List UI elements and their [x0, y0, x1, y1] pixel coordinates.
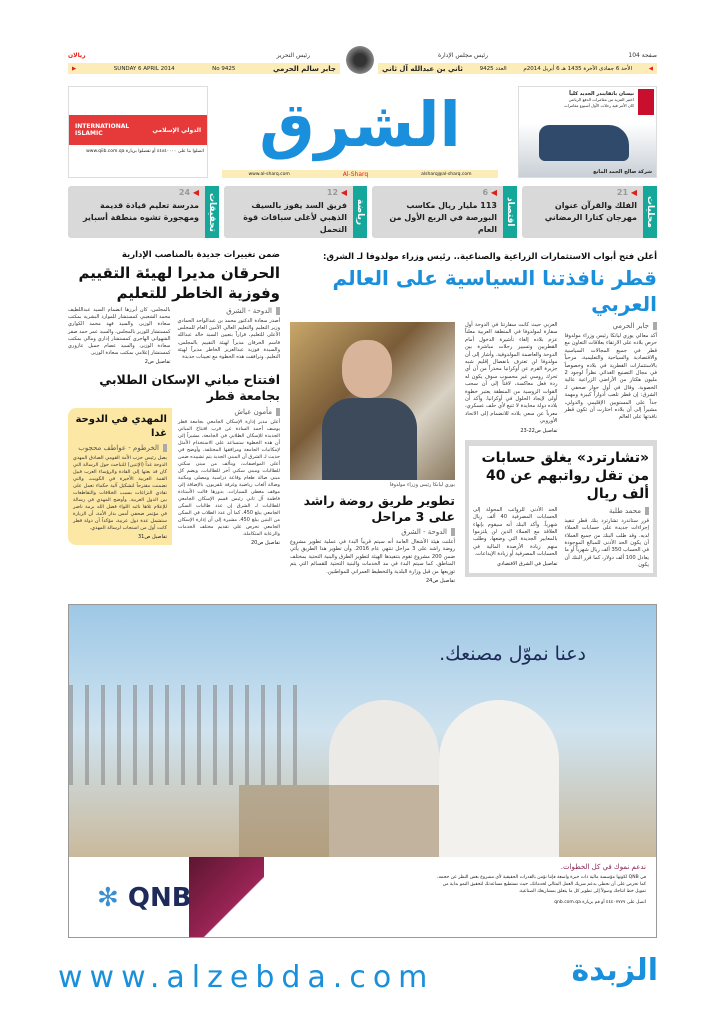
nissan-line1: اختبر المزيد من مغامرات الدفع الرباعي [568, 97, 634, 102]
housing-body: أعلن مدير إدارة الإسكان الجامعي بجامعة قطر يوسف أحمد السادة عن قرب افتتاح المباني الجديدة للإسكان الطلابي في الجامعة، مشيراً إلى أن هذه الخطوة ستساعد على الاستخدام الأمثل لإمكانيات الجامعة ومرافقها المختلفة. وأوضح في حديث لـ الشرق أن المبنى الجديد يتم تشييده ضمن أعلى المواصفات، ويتألف من مبنى سكني للطالبات ومبنى سكني آخر للطالبات، ويضم كل مبنى صالة طعام وقاعة دراسية ومصلى ومكتبة وصالة ألعاب رياضية وغرفة تلفزيون، بالإضافة إلى موقف مغطى للسيارات. بدورها قالت الأستاذة فاطمة آل ثاني رئيس قسم الإسكان الجامعي للطالبات لـ الشرق إن عدد طالبات السكن الجامعي يبلغ 450، كما أن عدد الطلاب في السكن من البنين يبلغ 450، مشيرة إلى أن إدارة الإسكان الجامعي تحرص على تقديم مختلف الخدمات والرعاية المتكاملة. [178, 419, 280, 538]
calligraphy-seal-icon [346, 46, 374, 74]
qnb-body: في QNB لكونها مؤسسة مالية ذات خبرة واسعة فإننا نؤمن بالقدرات الحقيقية لأي مشروع بغض النظر عن حجمه، كما نحرص على أن نحظى بدعم شريك العمل المثالي لخدماتك، حيث نستطيع مساعدتك لتحقيق النمو بداية من تمويل خط انتاجك وصولاً إلى تطوير كل ما يتعلق بمشاريعك الصناعية. [437, 875, 646, 894]
logo-latin: Al-Sharq [342, 170, 369, 178]
qnb-sub-title: ندعم نموك في كل الخطوات. [560, 863, 646, 871]
qnb-text-block [436, 863, 646, 905]
qiib-ar: الدولي الإسلامي [152, 126, 201, 134]
qnb-slogan: دعنا نموّل مصنعك. [439, 643, 586, 665]
editor-title: رئيس التحرير [276, 52, 310, 59]
qiib-contact: اتصلوا بنا على ٤٤٨٤٠٠٠٠ أو تفضلوا بزيارة www.qiib.com.qa [86, 149, 204, 154]
mahdi-body: يصل رئيس حزب الأمة القومي الصادق المهدي الدوحة غداً (الإثنين) للتباحث حول الرسالة التي كان قد بعثها إلى القادة والرؤساء العرب قبيل القمة العربية الأخيرة في الكويت، والتي تضمنت مقترحاً لتشكيل آلية حكماء تعمل على تفادي النزاعات بسبب الخلافات والتقاطعات بين الدول العربية. وأوضح المهدي في رسالة للإعلام تلاها نائبه اللواء فضل الله برمة ناصر في مؤتمر صحفي أمس بدار الأمة، أن الزيارة ستشمل عدة دول عربية، مؤكداً أن دولة قطر كانت أول من استجاب لرسالة المهدي. [73, 455, 167, 532]
housing-headline: افتتاح مباني الإسكان الطلابي بجامعة قطر [99, 372, 280, 404]
issue-en: No 9425 [212, 65, 236, 72]
nissan-logo-icon [638, 89, 654, 115]
qnb-contact: اتصل على ٤٤٤٠٧٧٧٧ أو قم بزيارة qnb.com.qa [554, 900, 646, 905]
road-headline: تطوير طريق روضة راشد على 3 مراحل [303, 493, 455, 524]
lead-more-link[interactable]: تفاصيل ص22-23 [520, 427, 558, 434]
logo-text: الشرق [259, 88, 461, 161]
teaser-headline: مدرسة تعليم قيادة قديمة ومهجورة تشوه منطقة أسباير [82, 201, 199, 222]
teaser-section: رياضة [353, 186, 367, 238]
teaser-headline: فريق السد يفوز بالسيف الذهبي لأغلى سباقات قوة التحمل [243, 201, 347, 234]
teaser-economy[interactable] [372, 186, 517, 238]
teaser-local[interactable] [522, 186, 657, 238]
tashartered-box [465, 440, 657, 577]
hijri-date: الأحد 6 جمادى الآخرة 1435 هـ 6 أبريل 2014م [523, 65, 633, 72]
teaser-section: اقتصاد [503, 186, 517, 238]
lead-body-1: أكد معالي يوري ليانكا رئيس وزراء مولدوفا حرص بلاده على الارتقاء بعلاقات التعاون مع قطر في جميع المجالات السياسية والاقتصادية والسياحية والتعليمية، مرحباً بالاستثمارات القطرية في بلاده وخصوصاً في مجال التصنيع الغذائي نظراً لوجود 2 مليون هكتار من الأراضي الزراعية عالية الخصوبة. وقال في أول حوار صحفي لـ الشرق: إن قطر تلعب أدواراً كبيرة ومهمة جداً على المستويين الإقليمي والدولي، مشيراً إلى أن بلاده اختارت أن تكون قطر نافذتها على العالم [564, 333, 657, 421]
road-byline: الدوحة - الشرق [290, 528, 455, 536]
photo-caption: يوري ليانكا رئيس وزراء مولدوفا [389, 482, 455, 488]
lead-headline: قطر نافذتنا السياسية على العالم العربي [332, 266, 657, 316]
road-more-link[interactable]: تفاصيل ص24 [426, 578, 455, 585]
teaser-investigations[interactable] [68, 186, 219, 238]
teaser-page: 12 ◀ [327, 188, 347, 197]
chairman-title: رئيس مجلس الإدارة [437, 52, 488, 59]
qnb-logo [97, 883, 192, 913]
tashartered-more-link[interactable]: تفاصيل في الشرق الاقتصادي [497, 560, 558, 567]
qnb-ad[interactable] [68, 604, 657, 938]
nissan-title: نيسان باثفايندر الجديد كلياً [569, 91, 634, 97]
housing-byline: مأمون عياش [178, 408, 280, 416]
arrow-icon: ◀ [648, 65, 653, 72]
qiib-ad[interactable] [68, 86, 208, 178]
qnb-brand: QNB [127, 883, 192, 913]
email: alsharq@al-sharq.com [421, 171, 472, 177]
nissan-dealer: شركة صالح الحمد المانع [593, 169, 652, 175]
footer-brand-logo: الزبدة [571, 953, 658, 988]
qnb-star-icon: ✻ [97, 883, 119, 913]
nissan-ad[interactable] [518, 86, 657, 178]
teaser-page: 6 ◀ [482, 188, 497, 197]
appointments-more-link[interactable]: تفاصيل ص2 [144, 359, 171, 366]
lead-text-column [465, 322, 657, 577]
teaser-headline: 113 مليار ريال مكاسب البورصة في الربع الأول من العام [389, 201, 497, 234]
teaser-section: تحقيقات [205, 186, 219, 238]
price-label: ريالان [68, 52, 86, 59]
car-image [539, 125, 629, 161]
header-bar-right [378, 63, 657, 74]
appointments-body-1: أصدر سعادة الدكتور محمد بن عبدالواحد الحمادي وزير التعليم والتعليم العالي الأمين العام للمجلس الأعلى للتعليم، قراراً بتعيين السيد خالد عبدالله قاسم الحرقان مديراً لهيئة التقييم بالمجلس، والسيدة فوزية عبدالعزيز الخاطر مديراً لهيئة التعليم. وترافقت هذه الخطوة مع تعيينات جديدة [177, 318, 280, 361]
editor-name: جابر سالم الحرمي [272, 64, 336, 73]
masthead-logo [222, 82, 498, 178]
photo-column [290, 322, 455, 584]
tashartered-headline: «تشارترد» يغلق حسابات من تقل رواتبهم عن 40 ألف ريال [481, 449, 649, 502]
mahdi-more-link[interactable]: تفاصيل ص31 [138, 534, 167, 541]
tashartered-body-1: قرر ستاندرد تشارترد بنك قطر تنفيذ إجراءات جديدة على حسابات العملاء لديه. وقد طلب البنك من جميع العملاء أن يكون الحد الأدنى للمبالغ الموجودة في الحساب 350 ألف ريال شهرياً أو ما يعادل 100 ألف دولار، كما قرر البنك أن يكون [564, 517, 649, 569]
nissan-line2: كان الأمر فيه رحلات الأول أسبوع مغامرات [563, 103, 634, 108]
mahdi-headline: المهدي في الدوحة غدا [75, 414, 167, 440]
lead-body-2: العربي حيث كانت سفارتنا في الدوحة أول سفارة لمولدوفا في المنطقة العربية معلناً عزم بلاده إلغاء تأشيرة الدخول أمام القطريين وتسيير رحلات مباشرة بين الدوحة والعاصمة المولدوفية. وأشار إلى أن مولدوفا لن تعترف بانفصال إقليم شبه جزيرة القرم عن أوكرانيا محذراً من أن أي تحرك روسي غير محسوب سوف يكون له ردة فعل معاكسة، لافتاً إلى أن سحب القوات الروسية من المنطقة يعتبر خطوة أولى لإيجاد الحلول في أوكرانيا. وأكد أن بلاده دولة محايدة لا تتبع لأي حلف عسكري، معرباً عن سعي بلاده للانضمام إلى الاتحاد الأوروبي [465, 322, 558, 425]
appointments-kicker: ضمن تغييرات جديدة بالمناصب الإدارية [121, 250, 280, 260]
road-body: أعلنت هيئة الأشغال العامة أنه سيتم قريباً البدء في عملية تطوير مشروع روضة راشد على 3 مراحل تنتهي عام 2016. وأن تطوير هذا الطريق يأتي ضمن 200 مشروع تقوم بتنفيذها الهيئة لتطوير الطرق والبنية التحتية بمختلف المناطق. كما سيتم البدء في مد الخدمات والبنية التحتية للقسائم التي يتم توزيعها من قبل وزارة البلدية والتخطيط العمراني للمواطنين. [290, 539, 455, 575]
header-bar-left [68, 63, 340, 74]
mahdi-byline: الخرطوم - عواطف محجوب [73, 444, 167, 452]
left-column [68, 250, 280, 546]
lead-photo [290, 322, 455, 480]
teaser-headline: الفلك والقرآن عنوان مهرجان كتارا الرمضاني [544, 201, 637, 222]
appointments-byline: الدوحة - الشرق [178, 307, 281, 315]
teaser-page: 24 ◀ [179, 188, 199, 197]
teaser-sports[interactable] [224, 186, 367, 238]
housing-more-link[interactable]: تفاصيل ص20 [251, 540, 280, 547]
lead-kicker: أعلن فتح أبواب الاستثمارات الزراعية والصناعية.. رئيس وزراء مولدوفا لـ الشرق: [323, 252, 657, 262]
issue-ar: العدد 9425 [479, 65, 507, 72]
appointments-body-2: بالمجلس، كان أبرزها انضمام السيد عبداللطيف محمد الشعيبي كمستشار للموارد البشرية بمكتب سعادة الوزير، والسيد فهد محمد الكواري كمستشار للوزير بالمجلس، والسيد عمر حمد صقر الشهواني الهاجري كمستشار إداري ومالي بمكتب سعادة الوزير، والسيد عصام جميل عازوري كمستشار إعلامي بمكتب سعادة الوزير. [68, 307, 171, 357]
lead-byline: جابر الحرمي [565, 322, 658, 330]
arrow-icon: ▶ [72, 65, 77, 72]
teaser-section: محليات [643, 186, 657, 238]
tashartered-body-2: الحد الأدنى للرواتب المحولة إلى الحسابات المصرفية 40 ألف ريال شهرياً. وأكد البنك أنه سيقوم بإنهاء العلاقة مع العملاء الذين لن يلتزموا بالمعايير الجديدة التي وضعها، وطلب منهم زيادة الأرصدة المالية في الحسابات المصرفية أو زيادة الإيداعات. [473, 506, 558, 558]
page-count: صفحة 104 [628, 52, 657, 59]
housing-story [178, 408, 280, 546]
website: www.al-sharq.com [248, 171, 290, 177]
lead-region [290, 252, 657, 584]
appointments-headline: الحرقان مديرا لهيئة التقييم وفوزية الخاطر للتعليم [78, 264, 280, 302]
mahdi-box [68, 408, 172, 545]
qnb-band [69, 857, 656, 938]
qiib-en: INTERNATIONAL ISLAMIC [75, 123, 130, 137]
tashartered-byline: محمد طلبة [565, 507, 650, 515]
teaser-page: 21 ◀ [617, 188, 637, 197]
chairman-name: ثاني بن عبدالله آل ثاني [382, 64, 463, 73]
date-en: SUNDAY 6 APRIL 2014 [113, 65, 175, 72]
footer-website[interactable]: www.alzebda.com [58, 960, 435, 995]
